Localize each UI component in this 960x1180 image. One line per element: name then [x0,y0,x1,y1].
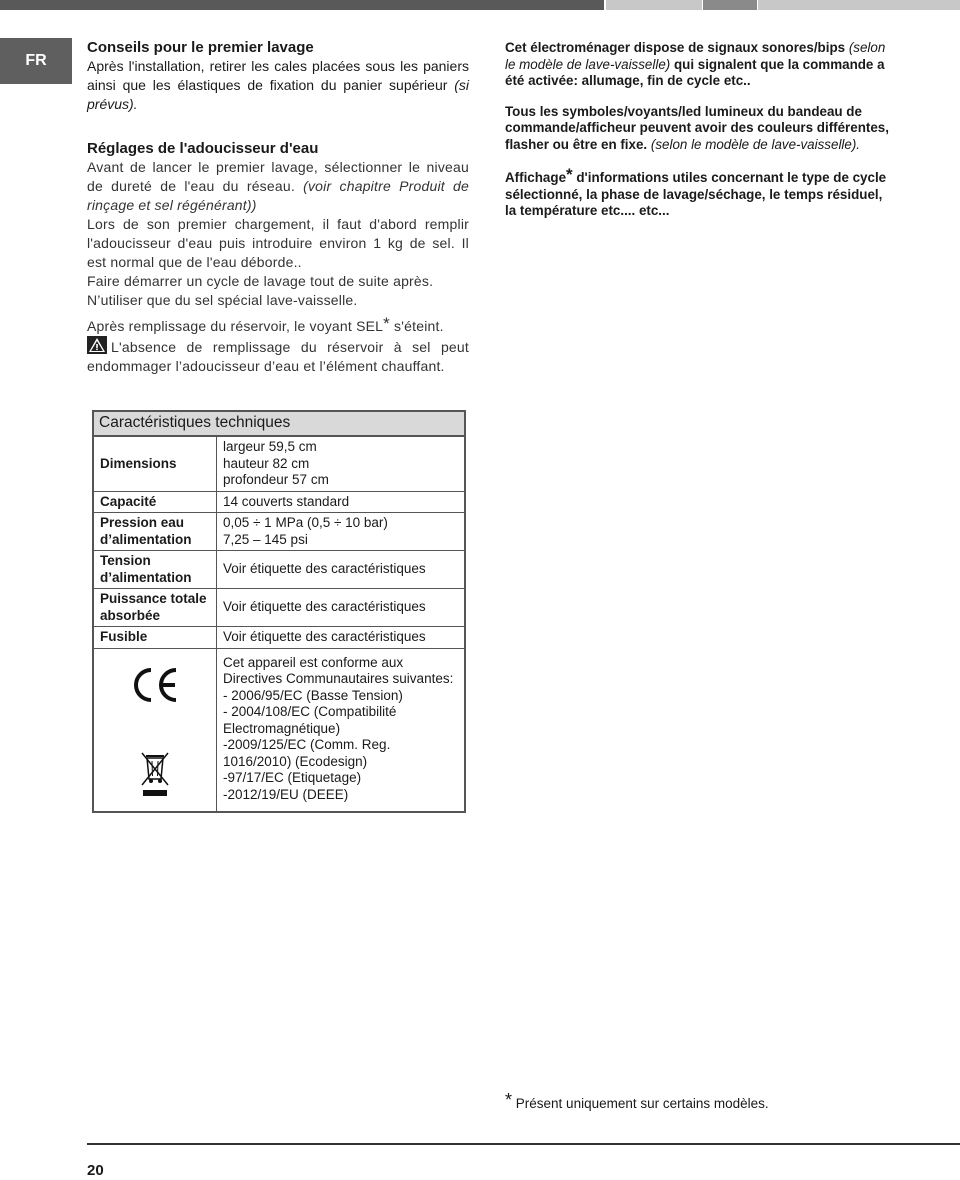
top-bar-light-segment [606,0,702,10]
spec-label-water-pressure [93,513,217,551]
spec-value-capacity: 14 couverts standard [217,491,466,513]
led-p2-italic: (selon le modèle de lave-vaisselle). [650,136,861,152]
spec-label-line: absorbée [100,607,161,623]
sound-p1-italic: (selon le modèle de lave-vaisselle) [505,40,886,72]
crossed-bin-icon [100,749,210,802]
first-wash-italic: (si prévus). [87,77,470,112]
asterisk: * [566,165,573,184]
conformity-line: 1016/2010) (Ecodesign) [223,753,368,769]
spec-value-dimensions [217,436,466,491]
spec-label-line: d’alimentation [100,569,192,585]
spec-value-power: Voir étiquette des caractéristiques [217,589,466,627]
specs-title: Caractéristiques techniques [93,411,465,436]
top-bar-light-segment-2 [758,0,960,10]
sound-p1-b: qui signalent que la commande a été activée: allumage, fin de cycle etc.. [505,56,885,88]
display-p3-b: d'informations utiles concernant le type de cycle sélectionné, la phase de lavage/séchage, le temps résiduel, la température etc.... etc... [505,170,887,218]
spec-label-line: d’alimentation [100,531,192,547]
conformity-line: -97/17/EC (Etiquetage) [223,770,362,785]
conformity-text [217,648,466,812]
spec-label-line: Pression eau [100,515,185,530]
conformity-line: Cet appareil est conforme aux [223,654,404,670]
spec-value-line: profondeur 57 cm [223,472,329,487]
spec-label-fuse: Fusible [93,627,217,649]
softener-paragraph-5 [87,314,469,336]
warning-text: L'absence de remplissage du réservoir à sel peut endommager l’adoucisseur d’eau et l’élément chauffant. [87,339,469,374]
spec-label-capacity: Capacité [93,491,217,513]
display-p3-a: Affichage [505,170,567,185]
led-colors-paragraph [505,104,890,154]
ce-mark-icon [100,665,210,710]
top-color-bar [0,0,960,10]
table-row [93,648,465,812]
warning-triangle-icon [87,336,107,354]
table-row [93,491,465,513]
sound-signals-paragraph [505,40,890,90]
conformity-line: - 2006/95/EC (Basse Tension) [223,687,403,703]
spec-value-fuse: Voir étiquette des caractéristiques [217,627,466,649]
spec-value-voltage: Voir étiquette des caractéristiques [217,551,466,589]
conformity-line: -2012/19/EU (DEEE) [223,786,349,802]
specs-table [92,410,466,813]
top-bar-mid-segment [703,0,757,10]
footnote [505,1090,769,1111]
certification-icons-cell [93,648,217,812]
spec-label-dimensions: Dimensions [93,436,217,491]
spec-label-voltage [93,551,217,589]
spec-value-water-pressure [217,513,466,551]
conformity-line: Electromagnétique) [223,720,341,736]
display-info-paragraph [505,167,890,220]
softener-paragraph-2: Lors de son premier chargement, il faut d'abord remplir l'adoucisseur d'eau puis introduire environ 1 kg de sel. Il est normal que de l'eau déborde.. [87,216,469,270]
warning-paragraph [87,336,469,376]
first-wash-heading: Conseils pour le premier lavage [87,39,314,56]
spec-value-line: largeur 59,5 cm [223,439,317,454]
table-row [93,589,465,627]
first-wash-body: Après l'installation, retirer les cales placées sous les paniers ainsi que les élastiques de fixation du panier supérieur [87,58,469,93]
softener-p1-italic: (voir chapitre Produit de rinçage et sel régénérant)) [87,178,470,213]
language-tab: FR [0,38,72,84]
table-row [93,513,465,551]
conformity-line: - 2004/108/EC (Compatibilité [223,704,397,719]
softener-p5-a: Après remplissage du réservoir, le voyant SEL [87,318,384,334]
softener-paragraph-3: Faire démarrer un cycle de lavage tout de suite après. [87,273,434,289]
left-column [87,38,469,376]
softener-paragraph-1 [87,158,469,215]
softener-heading: Réglages de l'adoucisseur d'eau [87,140,319,157]
conformity-line: -2009/125/EC (Comm. Reg. [223,737,391,752]
softener-p1-text: Avant de lancer le premier lavage, sélectionner le niveau de dureté de l'eau du réseau. [87,159,469,194]
spec-value-line: 7,25 – 145 psi [223,531,308,547]
spec-value-line: hauteur 82 cm [223,455,310,471]
asterisk: * [383,314,390,333]
first-wash-text [87,57,469,114]
softener-p5-b: s'éteint. [389,318,444,334]
footnote-text: Présent uniquement sur certains modèles. [515,1096,769,1111]
footer-divider [87,1143,960,1145]
sound-p1-a: Cet électroménager dispose de signaux sonores/bips [505,40,846,55]
right-column [505,40,890,234]
page-number: 20 [87,1162,104,1179]
footnote-asterisk: * [505,1090,513,1110]
table-row [93,436,465,491]
table-row [93,551,465,589]
led-p2-a: Tous les symboles/voyants/led lumineux du bandeau de commande/afficheur peuvent avoir des couleurs différentes, flasher ou être en fixe. [505,103,889,152]
conformity-line: Directives Communautaires suivantes: [223,671,454,686]
spec-label-line: Puissance totale [100,591,207,606]
top-bar-dark-segment [0,0,604,10]
spec-value-line: 0,05 ÷ 1 MPa (0,5 ÷ 10 bar) [223,515,388,530]
spec-label-line: Tension [100,553,151,568]
table-row [93,627,465,649]
softener-paragraph-4: N’utiliser que du sel spécial lave-vaisselle. [87,292,358,308]
spec-label-power [93,589,217,627]
